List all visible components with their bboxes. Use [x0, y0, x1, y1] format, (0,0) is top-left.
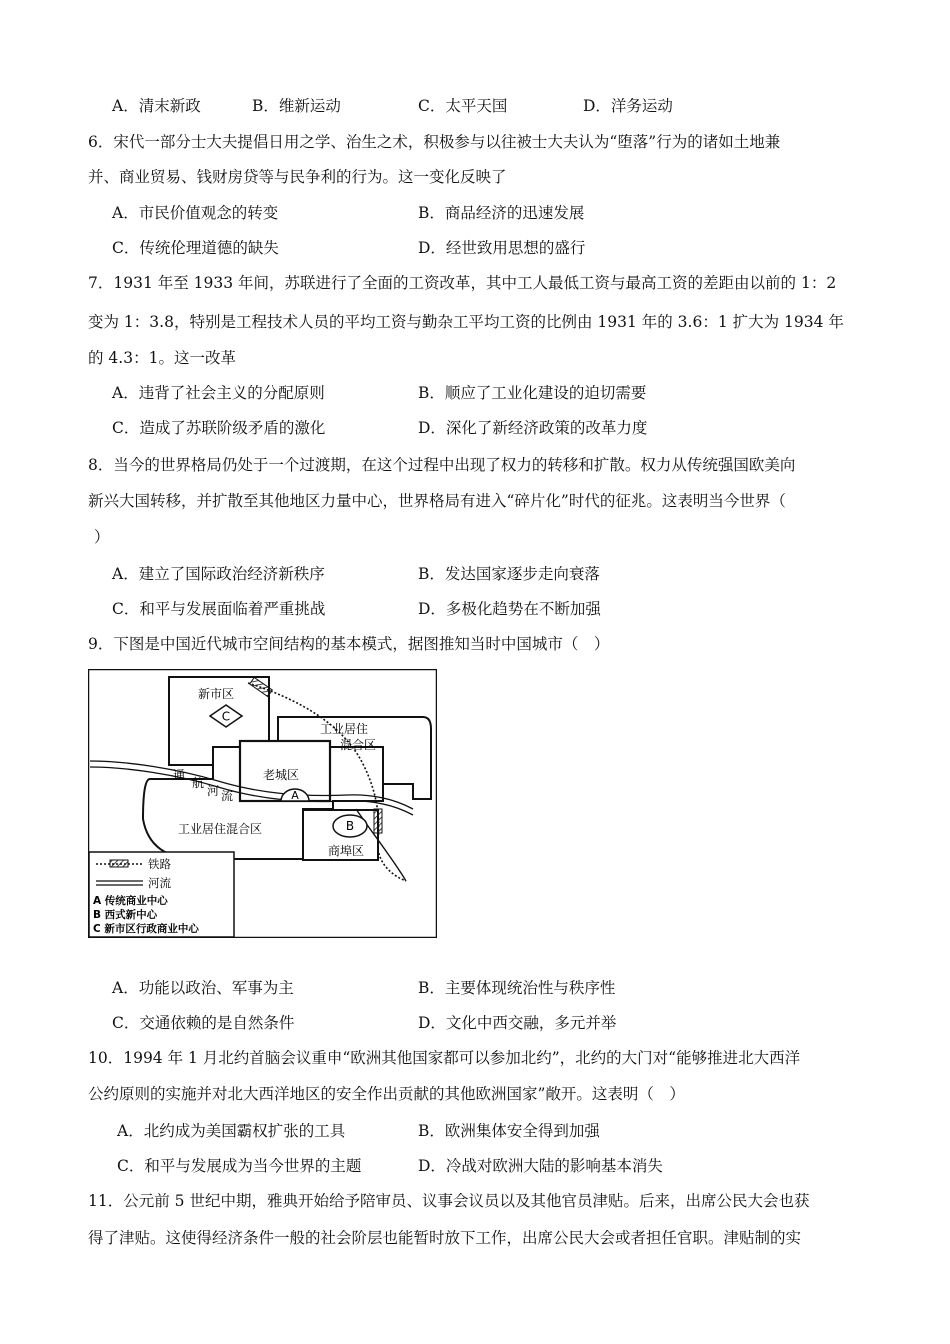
legend-c-label: C 新市区行政商业中心: [93, 923, 199, 935]
marker-a-label: A: [291, 789, 299, 802]
q8-stem-line-2: 新兴大国转移，并扩散至其他地区力量中心，世界格局有进入“碎片化”时代的征兆。这表明当今世界（: [88, 492, 786, 510]
river-char-2: 航: [192, 776, 205, 790]
marker-b-label: B: [345, 819, 355, 833]
q7-option-c[interactable]: C．造成了苏联阶级矛盾的激化: [112, 419, 326, 437]
old-city-label: 老城区: [262, 768, 300, 782]
q10-option-a[interactable]: A．北约成为美国霸权扩张的工具: [117, 1122, 346, 1140]
q6-option-c[interactable]: C．传统伦理道德的缺失: [112, 239, 279, 257]
port-district-label: 商埠区: [328, 844, 365, 858]
q5-option-b[interactable]: B．维新运动: [252, 97, 341, 115]
q10-stem-line-2: 公约原则的实施并对北大西洋地区的安全作出贡献的其他欧洲国家”敞开。这表明（ ）: [88, 1085, 685, 1103]
q8-stem-line-3: ）: [94, 528, 110, 546]
q9-option-b[interactable]: B．主要体现统治性与秩序性: [418, 979, 616, 997]
q10-option-c[interactable]: C．和平与发展成为当今世界的主题: [117, 1157, 362, 1175]
city-structure-map: [88, 669, 437, 938]
industrial-top-label-1: 工业居住: [320, 722, 369, 736]
q9-stem: 9．下图是中国近代城市空间结构的基本模式，据图推知当时中国城市（ ）: [88, 635, 610, 653]
q8-option-c[interactable]: C．和平与发展面临着严重挑战: [112, 600, 326, 618]
q5-option-c[interactable]: C．太平天国: [418, 97, 508, 115]
q6-option-b[interactable]: B．商品经济的迅速发展: [418, 204, 585, 222]
q8-option-b[interactable]: B．发达国家逐步走向衰落: [418, 565, 600, 583]
q10-option-b[interactable]: B．欧洲集体安全得到加强: [418, 1122, 600, 1140]
q7-stem-line-2: 变为 1：3.8，特别是工程技术人员的平均工资与勤杂工平均工资的比例由 1931 年的 3.6：1 扩大为 1934 年: [88, 313, 844, 331]
railway-station-right: [374, 809, 382, 833]
q9-option-c[interactable]: C．交通依赖的是自然条件: [112, 1014, 295, 1032]
q7-option-a[interactable]: A．违背了社会主义的分配原则: [112, 384, 325, 402]
legend-railway-station: [110, 860, 128, 867]
q11-stem-line-1: 11．公元前 5 世纪中期，雅典开始给予陪审员、议事会议员以及其他官员津贴。后来，出席公民大会也获: [88, 1192, 810, 1210]
q8-option-a[interactable]: A．建立了国际政治经济新秩序: [112, 565, 325, 583]
marker-c-label: C: [221, 709, 231, 724]
new-district-label: 新市区: [198, 687, 235, 701]
q6-stem-line-2: 并、商业贸易、钱财房贷等与民争利的行为。这一变化反映了: [88, 168, 507, 186]
q7-stem-line-1: 7．1931 年至 1933 年间，苏联进行了全面的工资改革，其中工人最低工资与最高工资的差距由以前的 1：2: [88, 274, 837, 292]
q5-option-a[interactable]: A．清末新政: [112, 97, 201, 115]
q6-option-a[interactable]: A．市民价值观念的转变: [112, 204, 279, 222]
q10-stem-line-1: 10．1994 年 1 月北约首脑会议重申“欧洲其他国家都可以参加北约”，北约的大门对“能够推进北大西洋: [88, 1049, 801, 1067]
river-char-1: 通: [173, 768, 186, 782]
q8-stem-line-1: 8．当今的世界格局仍处于一个过渡期，在这个过程中出现了权力的转移和扩散。权力从传统强国欧美向: [88, 456, 796, 474]
q7-stem-line-3: 的 4.3：1。这一改革: [88, 349, 236, 367]
q9-option-a[interactable]: A．功能以政治、军事为主: [112, 979, 294, 997]
legend-b-label: B 西式新中心: [93, 909, 158, 921]
q7-option-d[interactable]: D．深化了新经济政策的改革力度: [418, 419, 648, 437]
q6-option-d[interactable]: D．经世致用思想的盛行: [418, 239, 586, 257]
q7-option-b[interactable]: B．顺应了工业化建设的迫切需要: [418, 384, 647, 402]
q5-option-d[interactable]: D．洋务运动: [583, 97, 673, 115]
legend-a-label: A 传统商业中心: [93, 895, 168, 907]
legend-railway-label: 铁路: [148, 857, 171, 871]
q11-stem-line-2: 得了津贴。这使得经济条件一般的社会阶层也能暂时放下工作，出席公民大会或者担任官职。津贴制的实: [88, 1229, 802, 1247]
river-char-4: 流: [221, 789, 234, 803]
q8-option-d[interactable]: D．多极化趋势在不断加强: [418, 600, 601, 618]
q10-option-d[interactable]: D．冷战对欧洲大陆的影响基本消失: [418, 1157, 663, 1175]
industrial-top-label-2: 混合区: [340, 738, 377, 752]
q6-stem-line-1: 6．宋代一部分士大夫提倡日用之学、治生之术，积极参与以往被士大夫认为“堕落”行为的诸如土地兼: [88, 133, 781, 151]
q9-option-d[interactable]: D．文化中西交融，多元并举: [418, 1014, 617, 1032]
legend-river-label: 河流: [148, 876, 171, 890]
industrial-bottom-label: 工业居住混合区: [178, 822, 263, 836]
river-char-3: 河: [207, 784, 220, 798]
